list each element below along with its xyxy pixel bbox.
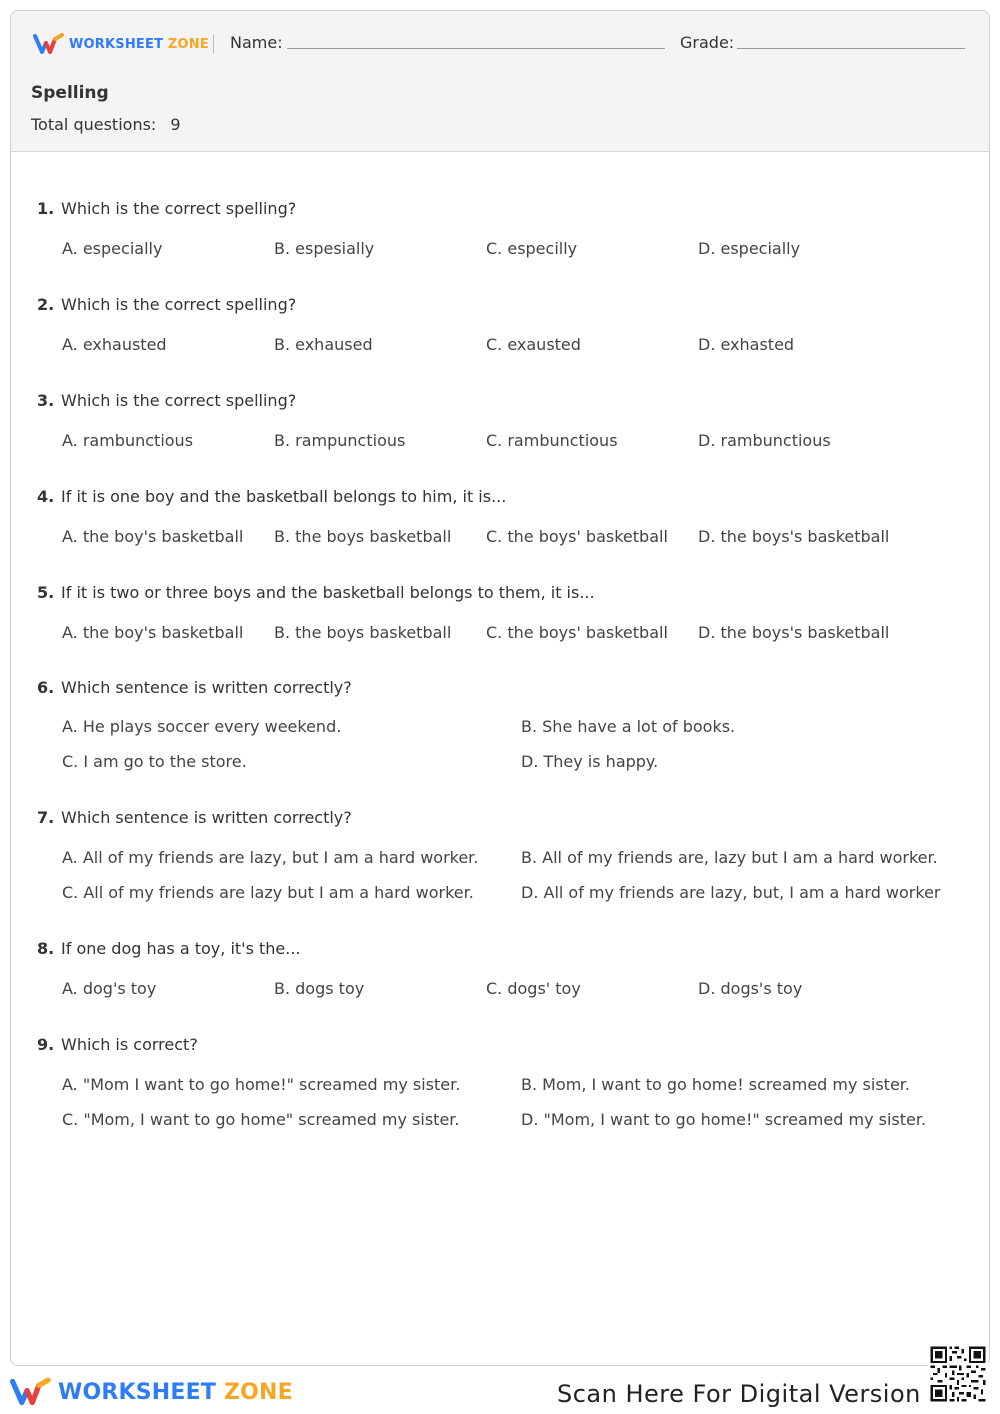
total-questions (31, 115, 181, 134)
question-number: 6. (37, 678, 55, 697)
footer-brand-logo (10, 1376, 293, 1408)
option-a[interactable]: A. exhausted (62, 335, 167, 354)
question-prompt: Which is the correct spelling? (61, 295, 297, 314)
option-d[interactable]: D. rambunctious (698, 431, 831, 450)
question-text (37, 583, 595, 602)
question-prompt: Which is correct? (61, 1035, 198, 1054)
qr-code-icon[interactable] (928, 1344, 988, 1404)
option-c[interactable]: C. All of my friends are lazy but I am a hard worker. (62, 883, 474, 902)
option-b[interactable]: B. All of my friends are, lazy but I am a hard worker. (521, 848, 938, 867)
option-a[interactable]: A. "Mom I want to go home!" screamed my sister. (62, 1075, 461, 1094)
question-number: 4. (37, 487, 55, 506)
total-questions-label: Total questions: (31, 115, 157, 134)
option-c[interactable]: C. rambunctious (486, 431, 618, 450)
option-b[interactable]: B. rampunctious (274, 431, 406, 450)
option-c[interactable]: C. dogs' toy (486, 979, 581, 998)
question-text (37, 678, 352, 697)
question-prompt: If it is two or three boys and the basketball belongs to them, it is... (61, 583, 595, 602)
question-prompt: Which is the correct spelling? (61, 391, 297, 410)
option-a[interactable]: A. rambunctious (62, 431, 194, 450)
brand-logo (33, 33, 209, 55)
brand-name-part2: ZONE (167, 36, 209, 52)
question-text (37, 487, 506, 506)
question-text (37, 199, 296, 218)
option-b[interactable]: B. She have a lot of books. (521, 717, 736, 736)
option-a[interactable]: A. He plays soccer every weekend. (62, 717, 342, 736)
option-c[interactable]: C. "Mom, I want to go home" screamed my sister. (62, 1110, 460, 1129)
question-number: 2. (37, 295, 55, 314)
header-divider (213, 35, 214, 53)
brand-name-part2: ZONE (223, 1379, 293, 1405)
scan-instruction: Scan Here For Digital Version (557, 1380, 921, 1408)
option-a[interactable]: A. the boy's basketball (62, 527, 244, 546)
name-label: Name: (230, 33, 283, 52)
option-c[interactable]: C. the boys' basketball (486, 623, 668, 642)
grade-label: Grade: (680, 33, 735, 52)
question-prompt: If one dog has a toy, it's the... (61, 939, 301, 958)
option-c[interactable]: C. the boys' basketball (486, 527, 668, 546)
question-text (37, 808, 352, 827)
brand-name (69, 37, 209, 52)
name-field[interactable] (287, 48, 665, 49)
option-d[interactable]: D. the boys's basketball (698, 623, 890, 642)
question-prompt: Which sentence is written correctly? (61, 808, 352, 827)
question-number: 1. (37, 199, 55, 218)
worksheet-header (11, 11, 989, 152)
option-b[interactable]: B. exhaused (274, 335, 373, 354)
option-d[interactable]: D. dogs's toy (698, 979, 803, 998)
option-b[interactable]: B. Mom, I want to go home! screamed my sister. (521, 1075, 910, 1094)
question-number: 5. (37, 583, 55, 602)
brand-name-part1: WORKSHEET (69, 36, 164, 52)
question-prompt: If it is one boy and the basketball belongs to him, it is... (61, 487, 507, 506)
worksheet-zone-logo-icon (10, 1376, 52, 1408)
footer-brand-name (58, 1380, 293, 1405)
option-a[interactable]: A. dog's toy (62, 979, 157, 998)
question-number: 8. (37, 939, 55, 958)
option-c[interactable]: C. especilly (486, 239, 578, 258)
worksheet-page (10, 10, 990, 1366)
question-text (37, 939, 301, 958)
grade-field[interactable] (737, 48, 965, 49)
question-number: 7. (37, 808, 55, 827)
option-d[interactable]: D. exhasted (698, 335, 795, 354)
option-c[interactable]: C. exausted (486, 335, 581, 354)
option-d[interactable]: D. All of my friends are lazy, but, I am a hard worker (521, 883, 941, 902)
option-a[interactable]: A. especially (62, 239, 163, 258)
option-a[interactable]: A. All of my friends are lazy, but I am a hard worker. (62, 848, 479, 867)
subject-title: Spelling (31, 83, 109, 103)
question-number: 3. (37, 391, 55, 410)
option-b[interactable]: B. the boys basketball (274, 623, 452, 642)
option-d[interactable]: D. They is happy. (521, 752, 659, 771)
question-prompt: Which is the correct spelling? (61, 199, 297, 218)
total-questions-value: 9 (170, 115, 181, 134)
option-d[interactable]: D. the boys's basketball (698, 527, 890, 546)
question-number: 9. (37, 1035, 55, 1054)
option-b[interactable]: B. dogs toy (274, 979, 365, 998)
option-b[interactable]: B. the boys basketball (274, 527, 452, 546)
question-text (37, 1035, 198, 1054)
worksheet-zone-logo-icon (33, 33, 65, 55)
option-b[interactable]: B. espesially (274, 239, 375, 258)
option-d[interactable]: D. especially (698, 239, 801, 258)
question-text (37, 295, 296, 314)
question-prompt: Which sentence is written correctly? (61, 678, 352, 697)
option-d[interactable]: D. "Mom, I want to go home!" screamed my sister. (521, 1110, 927, 1129)
option-a[interactable]: A. the boy's basketball (62, 623, 244, 642)
brand-name-part1: WORKSHEET (58, 1379, 217, 1405)
option-c[interactable]: C. I am go to the store. (62, 752, 247, 771)
question-text (37, 391, 296, 410)
